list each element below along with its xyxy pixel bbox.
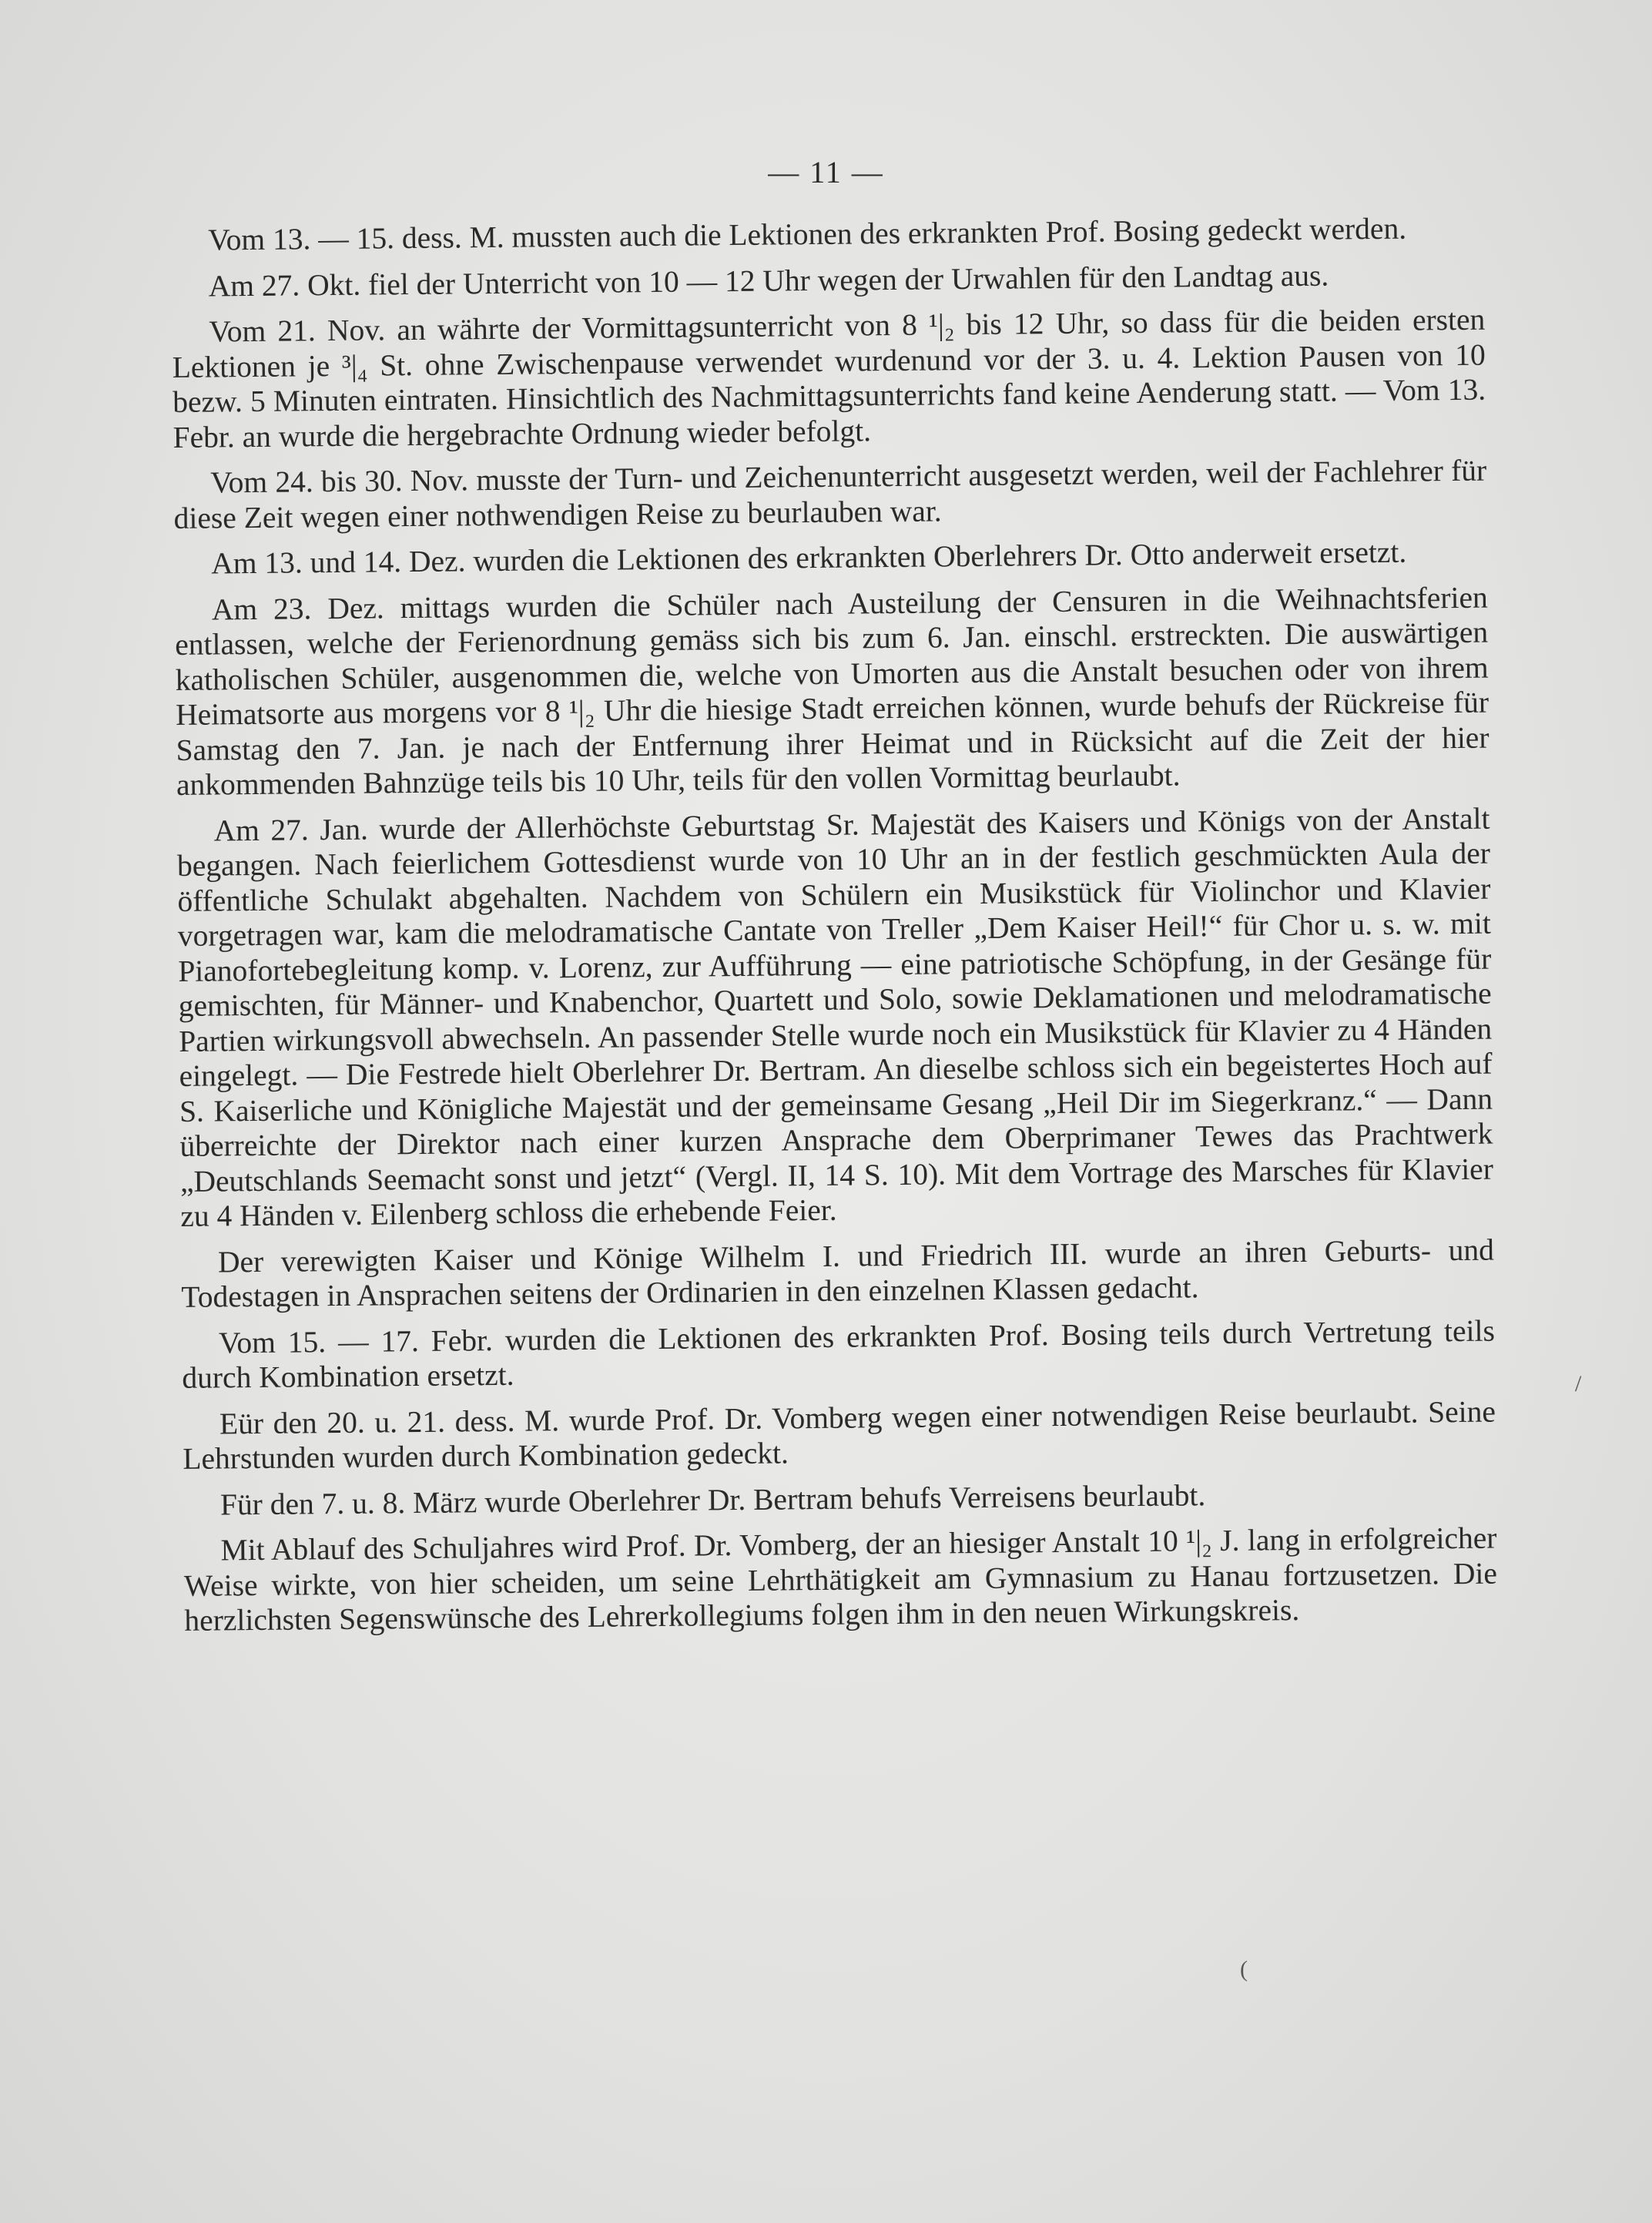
paragraph-2: Am 27. Okt. fiel der Unterricht von 10 — 12 Uhr wegen der Urwahlen für den Landtag aus. (208, 258, 1329, 303)
page-number: — 11 — (768, 155, 884, 189)
paragraph-11: Für den 7. u. 8. März wurde Oberlehrer Dr. Bertram behufs Verreisens beurlaubt. (219, 1477, 1206, 1521)
paragraph-7: Am 27. Jan. wurde der Allerhöchste Geburtstag Sr. Majestät des Kaisers und Königs von der Anstalt begangen. Nach feierlichem Gottesdienst wurde von 10 Uhr an in der festlich geschmückten Aula der öffentliche Schulakt abgehalten. Nachdem von Schülern ein Musikstück für Violinchor und Klavier vorgetragen war, kam die melodramatische Cantate von Treller „Dem Kaiser Heil!“ für Chor u. s. w. mit Pianofortebegleitung komp. v. Lorenz, zur Aufführung — eine patriotische Schöpfung, in der Gesänge für gemischten, für Männer- und Knabenchor, Quartett und Solo, sowie Deklamationen und melodramatische Partien wirkungsvoll abwechseln. An passender Stelle wurde noch ein Musikstück für Klavier zu 4 Händen eingelegt. — Die Festrede hielt Oberlehrer Dr. Bertram. An dieselbe schloss sich ein begeistertes Hoch auf S. Kaiserliche und Königliche Majestät und der gemeinsame Gesang „Heil Dir im Siegerkranz.“ — Dann überreichte der Direktor nach einer kurzen Ansprache dem Oberprimaner Tewes das Prachtwerk „Deutschlands Seemacht sonst und jetzt“ (Vergl. II, 14 S. 10). Mit dem Vortrage des Marsches für Klavier zu 4 Händen v. Eilenberg schloss die erhebende Feier. (176, 801, 1494, 1233)
paragraph-9: Vom 15. — 17. Febr. wurden die Lektionen des erkrankten Prof. Bosing teils durch Vertretung teils durch Kombination ersetzt. (182, 1313, 1496, 1395)
stray-mark-right: / (1575, 1371, 1582, 1396)
paragraph-3: Vom 21. Nov. an währte der Vormittagsunterricht von 8 ¹|₂ bis 12 Uhr, so dass für die beiden ersten Lektionen je ³|₄ St. ohne Zwischenpause verwendet wurdenund vor der 3. u. 4. Lektion Pausen von 10 bezw. 5 Minuten eintraten. Hinsichtlich des Nachmittagsunterrichts fand keine Aenderung statt. — Vom 13. Febr. an wurde die hergebrachte Ordnung wieder befolgt. (172, 302, 1486, 454)
paragraph-5: Am 13. und 14. Dez. wurden die Lektionen des erkrankten Oberlehrers Dr. Otto anderweit ersetzt. (211, 535, 1407, 581)
paragraph-8: Der verewigten Kaiser und Könige Wilhelm I. und Friedrich III. wurde an ihren Geburts- und Todestagen in Ansprachen seitens der Ordinarien in den einzelnen Klassen gedacht. (181, 1232, 1495, 1314)
stray-mark-bottom: ( (1240, 1956, 1248, 1982)
body-text (171, 211, 1498, 1650)
paragraph-1: Vom 13. — 15. dess. M. mussten auch die Lektionen des erkrankten Prof. Bosing gedeckt werden. (207, 211, 1407, 257)
paragraph-10: Eür den 20. u. 21. dess. M. wurde Prof. Dr. Vomberg wegen einer notwendigen Reise beurlaubt. Seine Lehrstunden wurden durch Kombination gedeckt. (183, 1394, 1496, 1476)
paragraph-6: Am 23. Dez. mittags wurden die Schüler nach Austeilung der Censuren in die Weihnachtsferien entlassen, welche der Ferienordnung gemäss sich bis zum 6. Jan. einschl. erstreckten. Die auswärtigen katholischen Schüler, ausgenommen die, welche von Umorten aus die Anstalt besuchen oder von ihrem Heimatsorte aus morgens vor 8 ¹|₂ Uhr die hiesige Stadt erreichen können, wurde behufs der Rückreise für Samstag den 7. Jan. je nach der Entfernung ihrer Heimat und in Rücksicht auf die Zeit der hier ankommenden Bahnzüge teils bis 10 Uhr, teils für den vollen Vormittag beurlaubt. (175, 580, 1489, 802)
paragraph-4: Vom 24. bis 30. Nov. musste der Turn- und Zeichenunterricht ausgesetzt werden, weil der Fachlehrer für diese Zeit wegen einer nothwendigen Reise zu beurlauben war. (173, 453, 1487, 535)
paragraph-12: Mit Ablauf des Schuljahres wird Prof. Dr. Vomberg, der an hiesiger Anstalt 10 ¹|₂ J. lang in erfolgreicher Weise wirkte, von hier scheiden, um seine Lehrthätigkeit am Gymnasium zu Hanau fortzusetzen. Die herzlichsten Segenswünsche des Lehrerkollegiums folgen ihm in den neuen Wirkungskreis. (183, 1521, 1498, 1638)
